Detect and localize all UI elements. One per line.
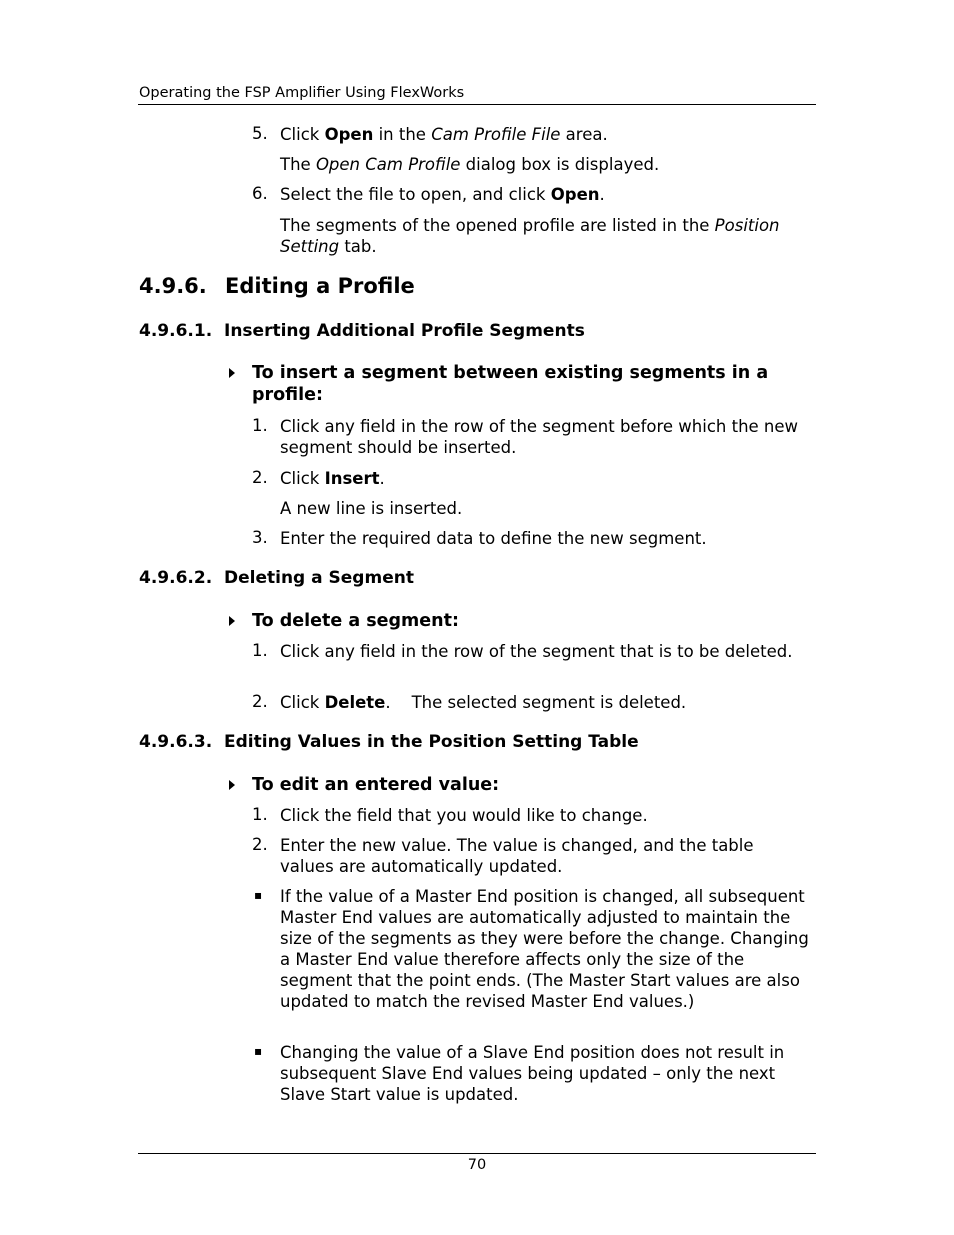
step-number: 2. <box>252 692 268 711</box>
procedure-title: To edit an entered value: <box>252 775 500 795</box>
step-text: Click Insert. <box>280 469 385 488</box>
bullet-icon: ▪ <box>254 1044 263 1058</box>
procedure-title: To delete a segment: <box>252 611 459 631</box>
subsection-heading-delete: 4.9.6.2. Deleting a Segment <box>139 568 414 588</box>
section-heading: 4.9.6. Editing a Profile <box>139 274 415 298</box>
step-6-result: The segments of the opened profile are listed in the Position Setting tab. <box>280 216 780 256</box>
step-5-text: Click Open in the Cam Profile File area. <box>280 125 608 144</box>
procedure-title: To insert a segment between existing segments in a profile: <box>252 363 769 405</box>
step-number: 1. <box>252 805 268 824</box>
subsection-heading-edit: 4.9.6.3. Editing Values in the Position Setting Table <box>139 732 639 752</box>
header-rule <box>138 104 816 105</box>
bullet-text: If the value of a Master End position is changed, all subsequent Master End values are automatically adjusted to maintain the size of the segments as they were before the change. Changing a Master End value therefore affects only the size of the segment that the point ends. (The Master Start values are also updated to match the revised Master End values.) <box>280 887 809 1011</box>
step-number: 2. <box>252 468 268 487</box>
step-text: Enter the required data to define the new segment. <box>280 529 707 548</box>
step-number: 3. <box>252 528 268 547</box>
procedure-arrow-icon <box>229 780 235 790</box>
page-number: 70 <box>467 1157 487 1173</box>
running-header: Operating the FSP Amplifier Using FlexWorks <box>139 85 465 101</box>
step-text: Click Delete. The selected segment is deleted. <box>280 693 687 712</box>
step-number: 1. <box>252 641 268 660</box>
step-text: Enter the new value. The value is changed, and the table values are automatically updated. <box>280 836 754 876</box>
procedure-arrow-icon <box>229 368 235 378</box>
step-result: A new line is inserted. <box>280 499 463 518</box>
step-text: Click any field in the row of the segment that is to be deleted. <box>280 642 793 661</box>
subsection-heading-insert: 4.9.6.1. Inserting Additional Profile Segments <box>139 321 585 341</box>
step-number: 1. <box>252 416 268 435</box>
step-number: 5. <box>252 124 268 143</box>
step-text: Click the field that you would like to change. <box>280 806 648 825</box>
step-text: Click any field in the row of the segment before which the new segment should be inserted. <box>280 417 799 457</box>
step-6-text: Select the file to open, and click Open. <box>280 185 605 204</box>
step-number: 2. <box>252 835 268 854</box>
footer-rule <box>138 1153 816 1154</box>
bullet-icon: ▪ <box>254 888 263 902</box>
step-number: 6. <box>252 184 268 203</box>
bullet-text: Changing the value of a Slave End position does not result in subsequent Slave End values being updated – only the next Slave Start value is updated. <box>280 1043 785 1104</box>
step-5-result: The Open Cam Profile dialog box is displayed. <box>280 155 660 174</box>
procedure-arrow-icon <box>229 616 235 626</box>
